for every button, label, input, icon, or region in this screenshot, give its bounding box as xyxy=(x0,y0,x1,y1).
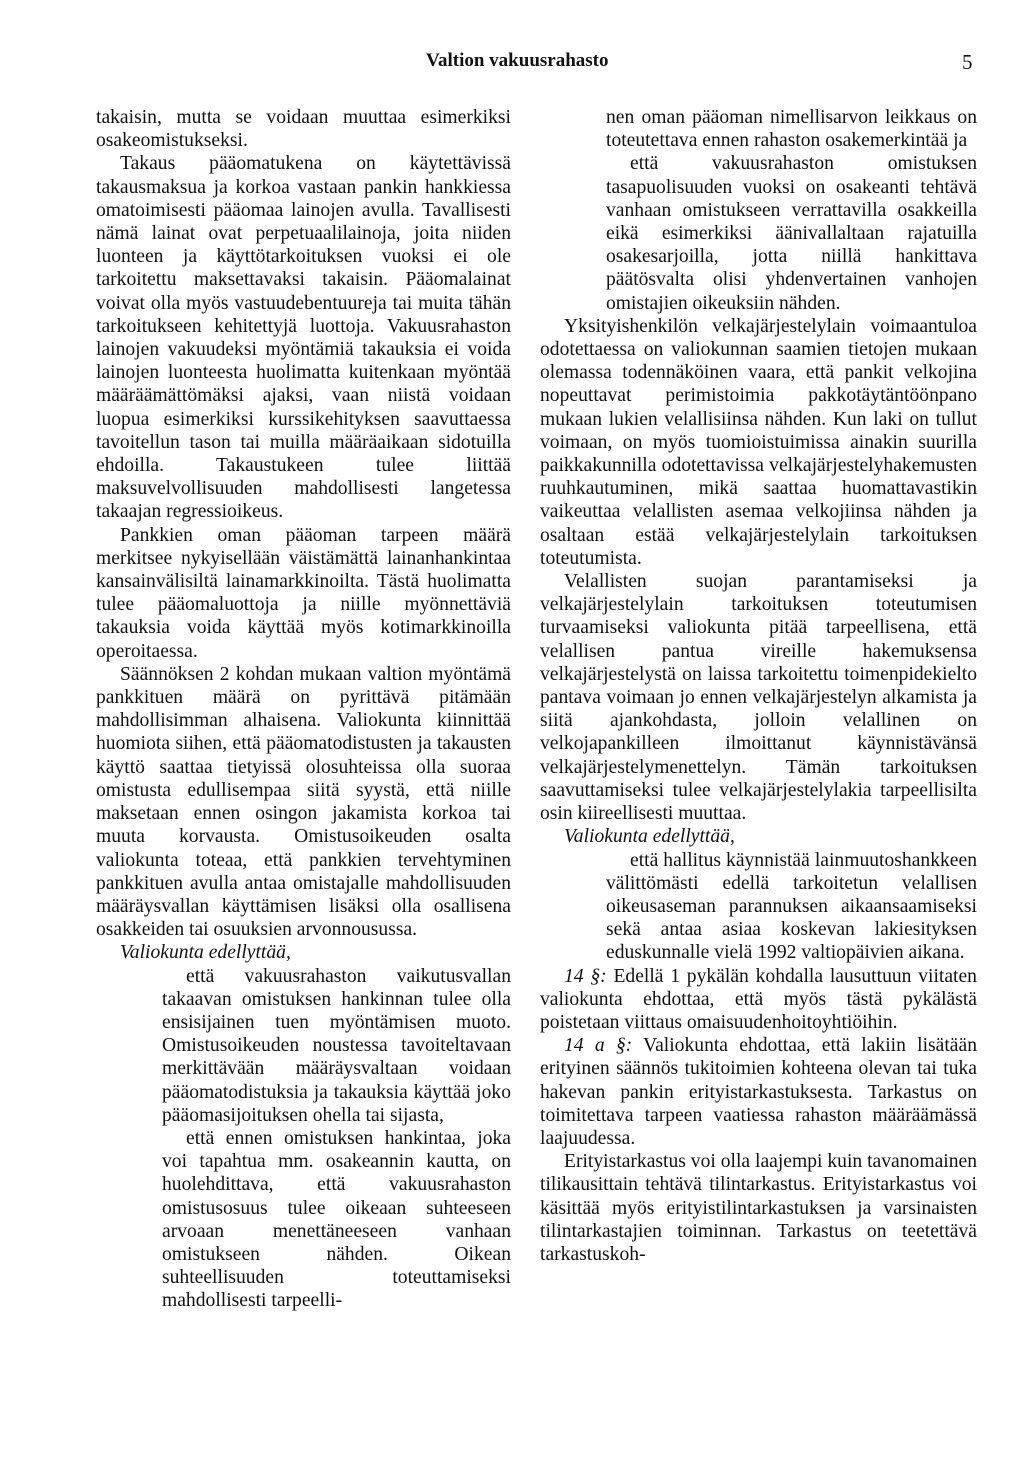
paragraph: Velallisten suojan parantamiseksi ja velkajärjestelylain tarkoituksen toteutumisen turvaamiseksi valiokunta pitää tarpeellisena, että velallisen pantua vireille hakemuksensa velkajärjestelystä on laissa tarkoitettu toimenpidekielto pantava voimaan jo ennen velkajärjestelyn alkamista ja siitä ajankohdasta, jolloin velallinen on velkojapankilleen ilmoittanut käynnistävänsä velkajärjestelymenettelyn. Tämän tarkoituksen saavuttamiseksi tulee velkajärjestelylakia tarpeellisilta osin kiireellisesti muuttaa. xyxy=(540,571,977,825)
section-paragraph-14a xyxy=(540,1034,977,1150)
section-text: Edellä 1 pykälän kohdalla lausuttuun viitaten valiokunta ehdottaa, että myös tästä pykälästä poistetaan viittaus omaisuudenhoitoyhtiöihin. xyxy=(540,965,977,1033)
paragraph: Pankkien oman pääoman tarpeen määrä merkitsee nykyisellään väistämättä lainanhankintaa kansainvälisiltä lainamarkkinoilta. Tästä huolimatta tulee pääomaluottoja ja niille myönnettäviä takauksia voida käyttää myös kotimarkkinoilla operoitaessa. xyxy=(96,524,511,662)
right-column xyxy=(540,106,977,1266)
paragraph: Säännöksen 2 kohdan mukaan valtion myöntämä pankkituen määrä on pyrittävä pitämään mahdollisimman alhaisena. Valiokunta kiinnittää huomiota siihen, että pääomatodistusten ja takausten käyttö saattaa tietyissä olosuhteissa olla suoraa omistusta edullisempaa siitä syystä, että niille maksetaan ennen osingon jakamista korkoa tai muuta korvausta. Omistusoikeuden osalta valiokunta toteaa, että pankkien tervehtyminen pankkituen avulla antaa omistajalle mahdollisuuden määräysvallan käyttämisen lisäksi olla osallisena osakkeiden tai osuuksien arvonnousussa. xyxy=(96,663,511,941)
paragraph: Yksityishenkilön velkajärjestelylain voimaantuloa odotettaessa on valiokunnan saamien tietojen mukaan olemassa todennäköinen vaara, että pankit velkojina nopeuttavat perimistoimia pakkotäytäntöönpano mukaan lukien velallisiinsa nähden. Kun laki on tullut voimaan, on myös tuomioistuimissa ainakin suurilla paikkakunnilla odotettavissa velkajärjestelyhakemusten ruuhkautuminen, mikä saattaa huomattavastikin vaikeuttaa velallisten asemaa velkojiinsa nähden ja osaltaan estää velkajärjestelylain tarkoituksen toteutumista. xyxy=(540,315,977,569)
statement-clause: että vakuusrahaston vaikutusvallan takaavan omistuksen hankinnan tulee olla ensisijainen tuen myöntämisen muoto. Omistusoikeuden noustessa tavoiteltavaan merkittävään määräysvaltaan voidaan pääomatodistuksia ja takauksia käyttää joko pääomasijoituksen ohella tai sijasta, xyxy=(162,965,511,1126)
statement-clause: että ennen omistuksen hankintaa, joka voi tapahtua mm. osakeannin kautta, on huolehdittava, että vakuusrahaston omistusosuus tulee oikeaan suhteeseen arvoaan menettäneeseen vanhaan omistukseen nähden. Oikean suhteellisuuden toteuttamiseksi mahdollisesti tarpeelli- xyxy=(162,1127,511,1312)
page-number: 5 xyxy=(962,50,973,74)
paragraph: Takaus pääomatukena on käytettävissä takausmaksua ja korkoa vastaan pankin hankkiessa omatoimisesti pääomaa lainojen avulla. Tavallisesti nämä lainat ovat perpetuaalilainoja, joita niiden luonteen ja käyttötarkoituksen vuoksi ei ole tarkoitettu maksettavaksi takaisin. Pääomalainat voivat olla myös vastuudebentuureja tai muita tähän tarkoitukseen kehitettyjä luottoja. Vakuusrahaston lainojen vakuudeksi myöntämiä takauksia ei voida lainojen luonteesta huolimatta kuitenkaan myöntää määräämättömäksi ajaksi, vaan niistä voidaan luopua esimerkiksi kurssikehityksen saavuttaessa tavoitellun tason tai muilla määräaikaan sidotuilla ehdoilla. Takaustukeen tulee liittää maksuvelvollisuuden mahdollisesti langetessa takaajan regressioikeus. xyxy=(96,153,511,523)
running-header xyxy=(0,46,1024,76)
statement-clause: että hallitus käynnistää lainmuutoshankkeen välittömästi edellä tarkoitetun velallisen oikeusaseman parannuksen aikaansaamiseksi sekä antaa asiaa koskevan lakiesityksen eduskunnalle vielä 1992 valtiopäivien aikana. xyxy=(606,849,977,964)
running-title: Valtion vakuusrahasto xyxy=(426,50,609,71)
statement-lead: Valiokunta edellyttää, xyxy=(120,942,291,964)
section-text: Valiokunta ehdottaa, että lakiin lisätään erityinen säännös tukitoimien kohteena olevan tai tuka hakevan pankin erityistarkastuksesta. Tarkastus on toimitettava tarpeen vaatiessa rahaston määräämässä laajuudessa. xyxy=(540,1035,977,1149)
statement-lead: Valiokunta edellyttää, xyxy=(564,826,735,848)
statement-clause: että vakuusrahaston omistuksen tasapuolisuuden vuoksi on osakeanti tehtävä vanhaan omistukseen verrattavilla osakkeilla eikä esimerkiksi äänivallaltaan rajatuilla osakesarjoilla, jotta niillä hankittava päätösvalta olisi yhdenvertainen vanhojen omistajien oikeuksiin nähden. xyxy=(606,153,977,314)
section-paragraph-14 xyxy=(540,965,977,1035)
section-label: 14 a §: xyxy=(564,1035,633,1057)
section-label: 14 §: xyxy=(564,965,607,987)
left-column xyxy=(96,106,511,1313)
paragraph: takaisin, mutta se voidaan muuttaa esimerkiksi osakeomistukseksi. xyxy=(96,107,511,152)
paragraph: Erityistarkastus voi olla laajempi kuin tavanomainen tilikausittain tehtävä tilintarkastus. Erityistarkastus voi käsittää myös erityistilintarkastuksen ja varsinaisten tilintarkastajien toiminnan. Tarkastus on teetettävä tarkastuskoh- xyxy=(540,1151,977,1265)
statement-clause-continued: nen oman pääoman nimellisarvon leikkaus on toteutettava ennen rahaston osakemerkintää ja xyxy=(606,107,977,152)
